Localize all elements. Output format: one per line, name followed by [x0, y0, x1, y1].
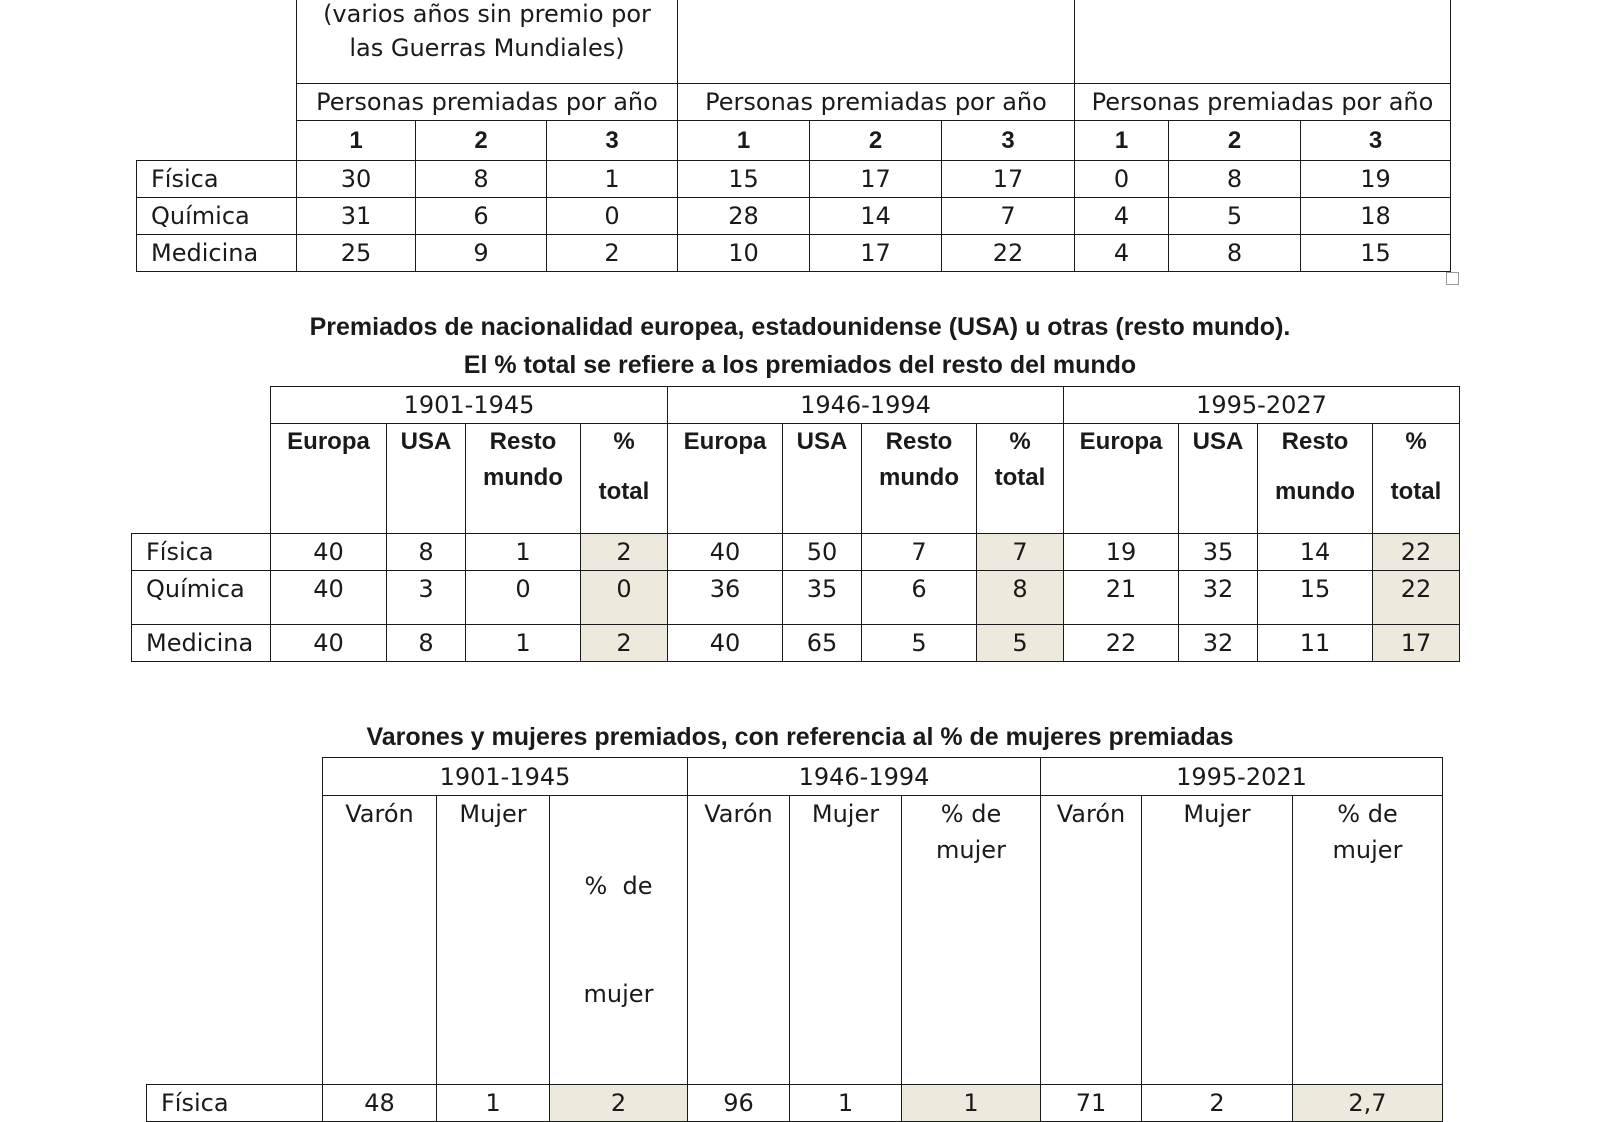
row-label: Física	[147, 1085, 323, 1122]
nationality-heading-line2: El % total se refiere a los premiados del resto del mundo	[463, 351, 1137, 379]
col-mujer: Mujer	[1142, 796, 1293, 1085]
col-varon: Varón	[323, 796, 437, 1085]
pct-cell: 17	[1373, 625, 1460, 662]
table-row	[132, 534, 1460, 571]
cell: 50	[783, 534, 862, 571]
col-resto	[466, 424, 581, 534]
pct-cell: 22	[1373, 571, 1460, 625]
cell: 19	[1301, 161, 1451, 198]
col-line: %	[1405, 428, 1427, 455]
col-varon: Varón	[688, 796, 790, 1085]
period-header: 1901-1945	[271, 387, 668, 424]
cell: 15	[1258, 571, 1373, 625]
pct-cell: 8	[977, 571, 1064, 625]
cell: 7	[942, 198, 1075, 235]
cell: 48	[323, 1085, 437, 1122]
cell: 40	[271, 625, 387, 662]
table-gender	[146, 757, 1443, 1122]
col-pct	[581, 424, 668, 534]
col-europa: Europa	[1064, 424, 1179, 534]
col-line: mujer	[583, 980, 654, 1008]
period-header	[1075, 0, 1451, 84]
count-header: 1	[678, 121, 810, 161]
pct-cell: 22	[1373, 534, 1460, 571]
cell: 71	[1041, 1085, 1142, 1122]
cell: 65	[783, 625, 862, 662]
col-varon: Varón	[1041, 796, 1142, 1085]
cell: 22	[1064, 625, 1179, 662]
cell: 1	[790, 1085, 902, 1122]
col-mujer: Mujer	[437, 796, 550, 1085]
table-resize-handle[interactable]	[1446, 272, 1459, 285]
col-pct	[977, 424, 1064, 534]
gender-heading: Varones y mujeres premiados, con referencia al % de mujeres premiadas	[366, 723, 1234, 751]
pct-cell: 2	[581, 625, 668, 662]
cell: 17	[810, 235, 942, 272]
col-pct-mujer	[550, 796, 688, 1085]
cell: 1	[547, 161, 678, 198]
cell: 36	[668, 571, 783, 625]
col-line: mundo	[483, 464, 563, 491]
col-line: mujer	[936, 836, 1006, 864]
nationality-heading-line1: Premiados de nacionalidad europea, estadounidense (USA) u otras (resto mundo).	[309, 313, 1291, 341]
corner-cell	[137, 0, 297, 161]
count-header: 3	[942, 121, 1075, 161]
cell: 35	[1179, 534, 1258, 571]
count-header: 2	[1169, 121, 1301, 161]
cell: 17	[942, 161, 1075, 198]
cell: 4	[1075, 235, 1169, 272]
cell: 22	[942, 235, 1075, 272]
cell: 21	[1064, 571, 1179, 625]
cell: 5	[1169, 198, 1301, 235]
col-pct-mujer	[1293, 796, 1443, 1085]
cell: 8	[1169, 235, 1301, 272]
col-pct	[1373, 424, 1460, 534]
col-line: %	[1009, 428, 1031, 455]
pct-cell: 2	[581, 534, 668, 571]
cell: 30	[297, 161, 416, 198]
cell: 8	[416, 161, 547, 198]
pct-cell: 7	[977, 534, 1064, 571]
cell: 4	[1075, 198, 1169, 235]
count-header: 1	[297, 121, 416, 161]
cell: 1	[437, 1085, 550, 1122]
period-header	[297, 0, 678, 84]
row-label: Medicina	[137, 235, 297, 272]
cell: 14	[810, 198, 942, 235]
period-header: 1946-1994	[668, 387, 1064, 424]
period-line: (varios años sin premio por	[323, 0, 651, 28]
cell: 17	[810, 161, 942, 198]
col-line: Resto	[489, 428, 557, 455]
table-nationality	[131, 386, 1460, 662]
cell: 40	[271, 571, 387, 625]
cell: 14	[1258, 534, 1373, 571]
cell: 1	[466, 534, 581, 571]
col-line: % de	[940, 800, 1002, 828]
pct-cell: 2	[550, 1085, 688, 1122]
subheader: Personas premiadas por año	[1075, 84, 1451, 121]
cell: 10	[678, 235, 810, 272]
cell: 8	[1169, 161, 1301, 198]
cell: 25	[297, 235, 416, 272]
cell: 40	[271, 534, 387, 571]
pct-cell: 1	[902, 1085, 1041, 1122]
cell: 8	[387, 625, 466, 662]
subheader: Personas premiadas por año	[678, 84, 1075, 121]
cell: 0	[466, 571, 581, 625]
cell: 2	[547, 235, 678, 272]
cell: 8	[387, 534, 466, 571]
count-header: 1	[1075, 121, 1169, 161]
corner-cell	[132, 387, 271, 534]
pct-cell: 2,7	[1293, 1085, 1443, 1122]
period-header: 1995-2021	[1041, 758, 1443, 796]
pct-cell: 5	[977, 625, 1064, 662]
col-usa: USA	[1179, 424, 1258, 534]
cell: 0	[547, 198, 678, 235]
row-label: Química	[137, 198, 297, 235]
table-row	[137, 161, 1451, 198]
col-line: total	[994, 464, 1046, 491]
cell: 0	[1075, 161, 1169, 198]
row-label: Química	[132, 571, 271, 625]
cell: 6	[862, 571, 977, 625]
col-pct-mujer	[902, 796, 1041, 1085]
table-prizes-per-year	[136, 0, 1451, 272]
col-usa: USA	[783, 424, 862, 534]
col-line: Resto	[885, 428, 953, 455]
cell: 32	[1179, 571, 1258, 625]
cell: 3	[387, 571, 466, 625]
cell: 40	[668, 534, 783, 571]
col-line: % de	[584, 872, 653, 900]
cell: 15	[678, 161, 810, 198]
col-resto	[862, 424, 977, 534]
col-line: mundo	[1275, 478, 1355, 505]
col-europa: Europa	[271, 424, 387, 534]
count-header: 3	[1301, 121, 1451, 161]
cell: 96	[688, 1085, 790, 1122]
col-line: mundo	[879, 464, 959, 491]
pct-cell: 0	[581, 571, 668, 625]
subheader: Personas premiadas por año	[297, 84, 678, 121]
count-header: 2	[416, 121, 547, 161]
col-usa: USA	[387, 424, 466, 534]
cell: 18	[1301, 198, 1451, 235]
col-line: %	[613, 428, 635, 455]
col-line: Resto	[1281, 428, 1349, 455]
cell: 11	[1258, 625, 1373, 662]
cell: 28	[678, 198, 810, 235]
table-row	[147, 1085, 1443, 1122]
col-line: mujer	[1332, 836, 1403, 864]
corner-cell	[147, 758, 323, 1085]
col-europa: Europa	[668, 424, 783, 534]
cell: 35	[783, 571, 862, 625]
table-row	[132, 625, 1460, 662]
period-header: 1995-2027	[1064, 387, 1460, 424]
cell: 6	[416, 198, 547, 235]
cell: 7	[862, 534, 977, 571]
row-label: Física	[137, 161, 297, 198]
table-row	[132, 571, 1460, 625]
count-header: 3	[547, 121, 678, 161]
cell: 19	[1064, 534, 1179, 571]
cell: 5	[862, 625, 977, 662]
col-line: total	[598, 478, 650, 505]
period-header	[678, 0, 1075, 84]
row-label: Medicina	[132, 625, 271, 662]
col-mujer: Mujer	[790, 796, 902, 1085]
cell: 9	[416, 235, 547, 272]
table-row	[137, 198, 1451, 235]
col-line: % de	[1337, 800, 1398, 828]
col-line: total	[1390, 478, 1442, 505]
count-header: 2	[810, 121, 942, 161]
cell: 31	[297, 198, 416, 235]
cell: 40	[668, 625, 783, 662]
period-header: 1901-1945	[323, 758, 688, 796]
cell: 32	[1179, 625, 1258, 662]
table-row	[137, 235, 1451, 272]
period-header: 1946-1994	[688, 758, 1041, 796]
period-line: las Guerras Mundiales)	[349, 34, 625, 62]
cell: 15	[1301, 235, 1451, 272]
cell: 1	[466, 625, 581, 662]
col-resto	[1258, 424, 1373, 534]
cell: 2	[1142, 1085, 1293, 1122]
row-label: Física	[132, 534, 271, 571]
